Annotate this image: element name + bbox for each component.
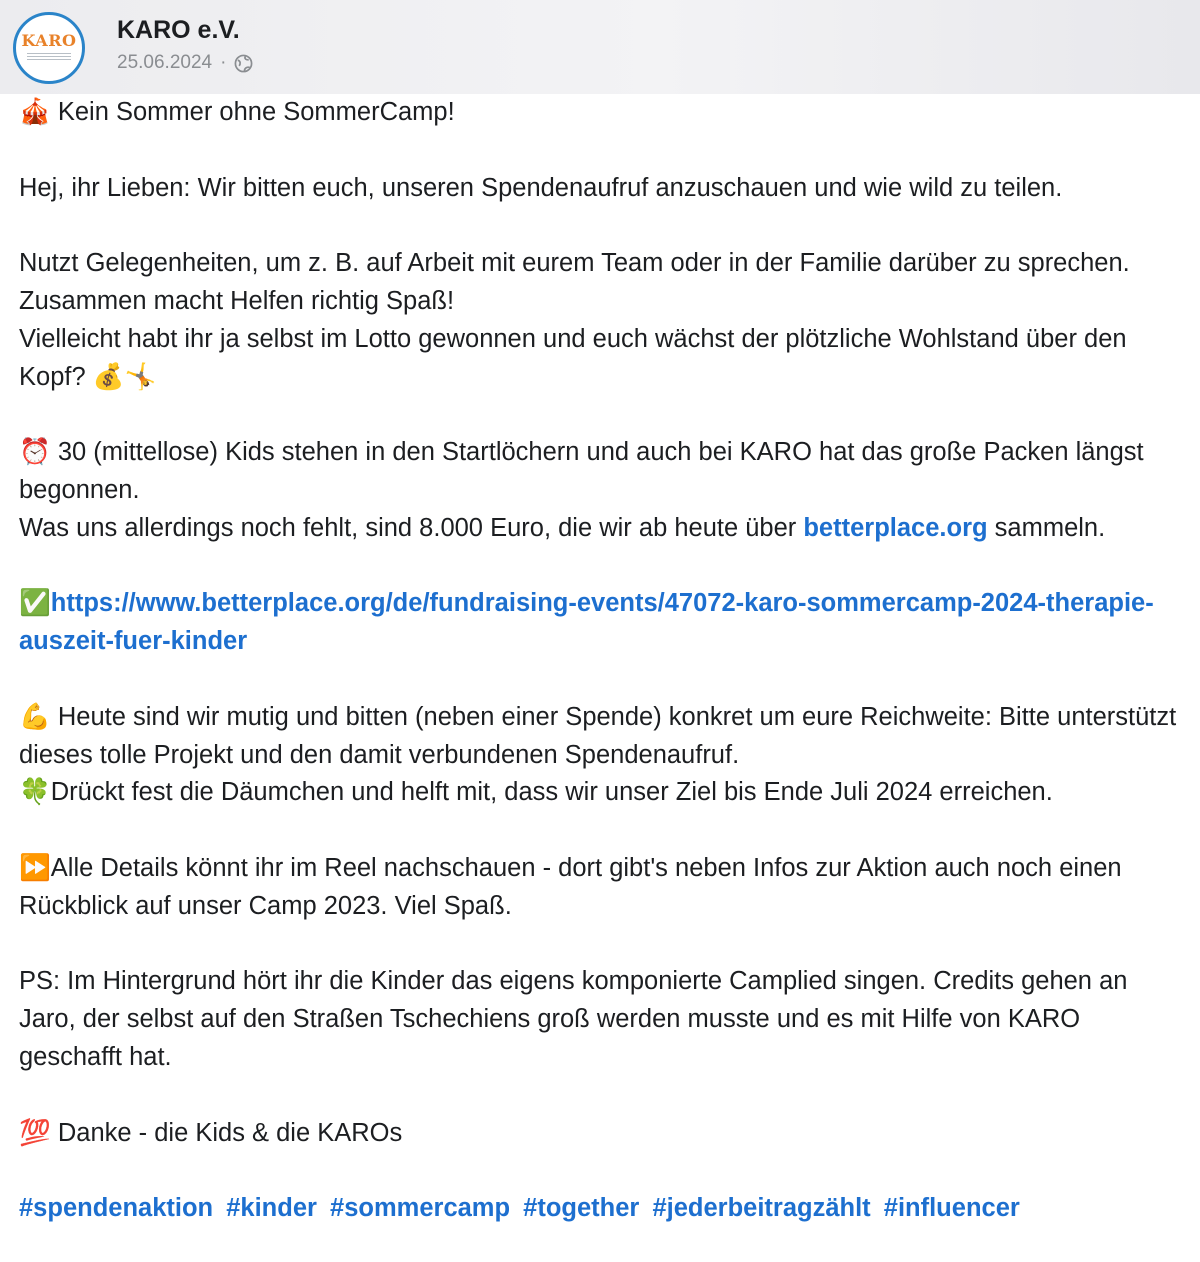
hashtag-together[interactable]: #together — [523, 1194, 640, 1223]
paragraph-goal: Was uns allerdings noch fehlt, sind 8.000 Euro, die wir ab heute über betterplace.org sammeln. — [19, 513, 1106, 542]
hashtag-kinder[interactable]: #kinder — [226, 1194, 317, 1223]
four-leaf-clover-icon: 🍀 — [19, 778, 51, 807]
paragraph-thanks: 💯 Danke - die Kids & die KAROs — [19, 1115, 1189, 1153]
paragraph-fingers: 🍀Drückt fest die Däumchen und helft mit, dass wir unser Ziel bis Ende Juli 2024 erreichen. — [19, 774, 1189, 812]
paragraph-reach: 💪 Heute sind wir mutig und bitten (neben einer Spende) konkret um eure Reichweite: Bitte unterstützt dieses tolle Projekt und den damit verbundenen Spendenaufruf. — [19, 699, 1189, 775]
paragraph-ps: PS: Im Hintergrund hört ihr die Kinder das eigens komponierte Camplied singen. Credits gehen an Jaro, der selbst auf den Straßen Tschechiens groß werden musste und es mit Hilfe von KARO geschafft hat. — [19, 967, 1128, 1071]
alarm-clock-icon: ⏰ — [19, 438, 51, 467]
hashtag-influencer[interactable]: #influencer — [883, 1194, 1020, 1223]
paragraph-kids: ⏰ 30 (mittellose) Kids stehen in den Startlöchern und auch bei KARO hat das große Packen längst begonnen. — [19, 434, 1189, 510]
hundred-points-icon: 💯 — [19, 1118, 51, 1147]
globe-icon[interactable] — [234, 54, 253, 73]
hashtag-list — [19, 1190, 1189, 1228]
fast-forward-icon: ⏩ — [19, 853, 51, 882]
fundraising-url-link[interactable]: https://www.betterplace.org/de/fundraising-events/47072-karo-sommercamp-2024-therapie-auszeit-fuer-kinder — [19, 589, 1154, 656]
post-date[interactable]: 25.06.2024 — [117, 52, 213, 73]
paragraph-intro: Hej, ihr Lieben: Wir bitten euch, unseren Spendenaufruf anzuschauen und wie wild zu teilen. — [19, 173, 1063, 202]
paragraph-share: Nutzt Gelegenheiten, um z. B. auf Arbeit mit eurem Team oder in der Familie darüber zu sprechen. Zusammen macht Helfen richtig Spaß! — [19, 249, 1130, 315]
money-bag-cartwheel-icon: 💰🤸 — [92, 362, 157, 391]
post-meta — [117, 52, 253, 74]
hashtag-sommercamp[interactable]: #sommercamp — [330, 1194, 511, 1223]
logo-tagline-lines — [27, 53, 71, 61]
circus-tent-icon: 🎪 — [19, 98, 51, 126]
hashtag-spendenaktion[interactable]: #spendenaktion — [19, 1194, 214, 1223]
paragraph-url — [19, 585, 1189, 661]
check-mark-icon: ✅ — [19, 589, 51, 618]
paragraph-reel: ⏩Alle Details könnt ihr im Reel nachschauen - dort gibt's neben Infos zur Aktion auch noch einen Rückblick auf unser Camp 2023. Viel Spaß. — [19, 850, 1189, 926]
flexed-biceps-icon: 💪 — [19, 702, 51, 731]
post-body — [19, 94, 1189, 1228]
page-name-link[interactable]: KARO e.V. — [117, 16, 240, 44]
post-header — [0, 0, 1200, 94]
karo-logo: KARO — [21, 31, 77, 50]
meta-separator: · — [220, 52, 227, 73]
post-headline: 🎪 Kein Sommer ohne SommerCamp! — [19, 94, 1189, 132]
paragraph-lotto: Vielleicht habt ihr ja selbst im Lotto gewonnen und euch wächst der plötzliche Wohlstand über den Kopf? 💰🤸 — [19, 321, 1189, 397]
page-avatar[interactable] — [13, 12, 85, 84]
betterplace-link[interactable]: betterplace.org — [803, 513, 988, 542]
hashtag-jederbeitragzaehlt[interactable]: #jederbeitragzählt — [652, 1194, 871, 1223]
